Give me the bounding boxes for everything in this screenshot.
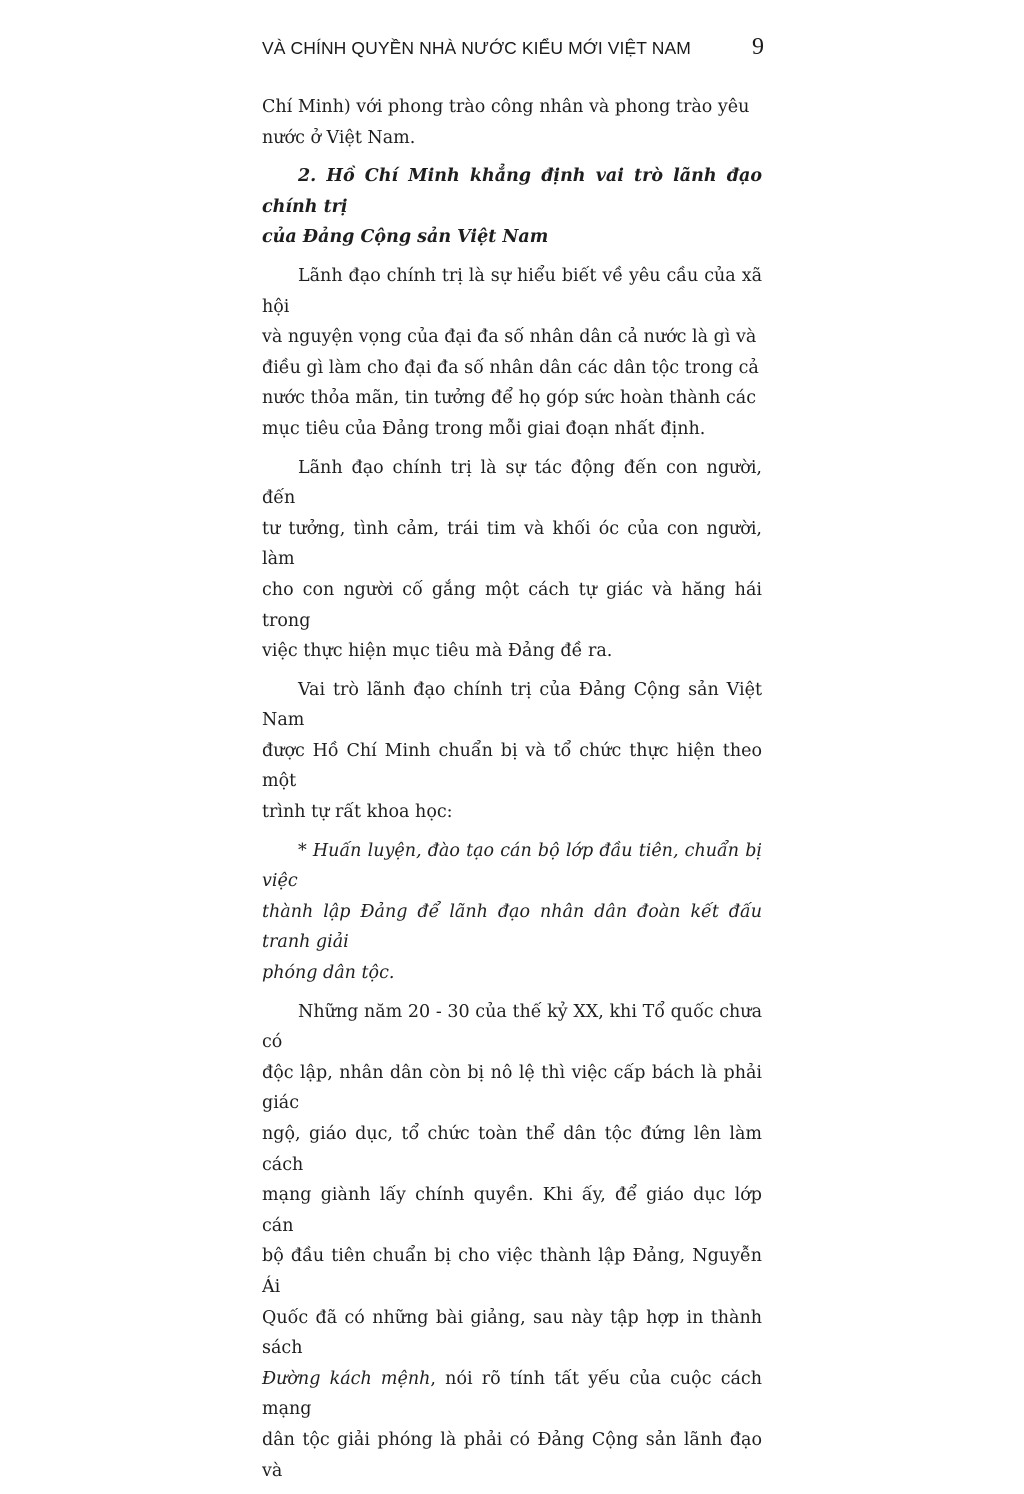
book-title: Đường kách mệnh [262,1368,431,1389]
paragraph: Lãnh đạo chính trị là sự hiểu biết về yêu cầu của xã hội và nguyện vọng của đại đa số nhân dân cả nước là gì và điều gì làm cho đại đa số nhân dân các dân tộc trong cả nước thỏa mãn, tin tưởng để họ góp sức hoàn thành các mục tiêu của Đảng trong mỗi giai đoạn nhất định. [262,265,762,439]
paragraph: Vai trò lãnh đạo chính trị của Đảng Cộng sản Việt Nam được Hồ Chí Minh chuẩn bị và tổ chức thực hiện theo một trình tự rất khoa học: [262,679,762,823]
italic-note-paragraph: * Huấn luyện, đào tạo cán bộ lớp đầu tiên, chuẩn bị việc thành lập Đảng để lãnh đạo nhân dân đoàn kết đấu tranh giải phóng dân tộc. [262,840,762,984]
paragraph: Những năm 20 - 30 của thế kỷ XX, khi Tổ quốc chưa có độc lập, nhân dân còn bị nô lệ thì việc cấp bách là phải giác ngộ, giáo dục, tổ chức toàn thể dân tộc đứng lên làm cách mạng giành lấy chính quyền. Khi ấy, để giáo dục lớp cán bộ đầu tiên chuẩn bị cho việc thành lập Đảng, Nguyễn Ái Quốc đã có những bài giảng, sau này tập hợp in thành sách Đường kách mệnh, nói rõ tính tất yếu của cuộc cách mạng dân tộc giải phóng là phải có Đảng Cộng sản lãnh đạo và [262,1001,762,1481]
running-title: VÀ CHÍNH QUYỀN NHÀ NƯỚC KIỂU MỚI VIỆT NAM [262,38,691,58]
page-number: 9 [752,34,764,60]
body-text [262,92,762,1494]
paragraph-continuation: Chí Minh) với phong trào công nhân và phong trào yêu nước ở Việt Nam. [262,97,750,148]
running-header [262,36,764,66]
paragraph: Lãnh đạo chính trị là sự tác động đến con người, đến tư tưởng, tình cảm, trái tim và khối óc của con người, làm cho con người cố gắng một cách tự giác và hăng hái trong việc thực hiện mục tiêu mà Đảng đề ra. [262,457,762,662]
section-heading: 2. Hồ Chí Minh khẳng định vai trò lãnh đạo chính trị của Đảng Cộng sản Việt Nam [262,166,762,248]
